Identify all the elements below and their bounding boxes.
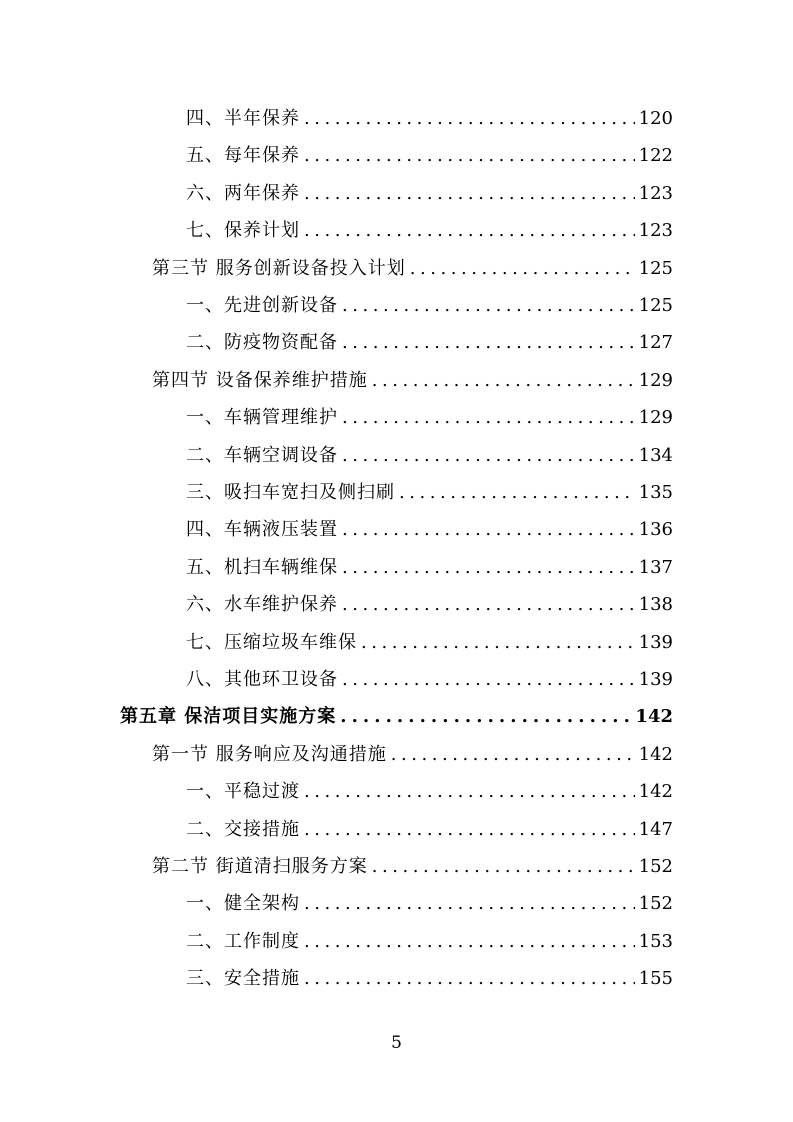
toc-entry-page: 152: [638, 856, 673, 877]
toc-entry-title: 一、车辆管理维护: [186, 407, 338, 429]
toc-dot-leader: [342, 291, 635, 321]
toc-entry-item[interactable]: [186, 104, 673, 134]
toc-dot-leader: [342, 328, 635, 358]
toc-entry-page: 134: [638, 444, 673, 466]
toc-entry-page: 152: [638, 893, 673, 915]
toc-dot-leader: [342, 441, 635, 471]
toc-entry-page: 122: [638, 145, 673, 167]
toc-dot-leader: [304, 815, 635, 845]
toc-entry-title: 第一节 服务响应及沟通措施: [152, 743, 387, 765]
toc-entry-item[interactable]: [186, 179, 673, 209]
toc-entry-page: 138: [638, 594, 673, 616]
toc-entry-title: 第三节 服务创新设备投入计划: [152, 257, 406, 279]
toc-dot-leader: [304, 964, 635, 994]
toc-entry-title: 第四节 设备保养维护措施: [152, 369, 368, 391]
toc-entry-page: 142: [635, 706, 673, 728]
toc-entry-item[interactable]: [186, 665, 673, 695]
toc-dot-leader: [304, 889, 635, 919]
toc-entry-page: 123: [638, 220, 673, 242]
toc-entry-item[interactable]: [186, 141, 673, 171]
toc-entry-title: 三、安全措施: [186, 968, 300, 990]
toc-entry-page: 120: [638, 108, 673, 129]
toc-dot-leader: [410, 254, 635, 284]
toc-dot-leader: [342, 665, 635, 695]
toc-entry-item[interactable]: [186, 964, 673, 994]
toc-entry-item[interactable]: [186, 927, 673, 957]
toc-entry-title: 八、其他环卫设备: [186, 669, 338, 690]
toc-entry-title: 四、半年保养: [186, 108, 300, 129]
toc-entry-title: 二、防疫物资配备: [186, 332, 338, 354]
toc-entry-page: 129: [638, 369, 673, 391]
toc-entry-page: 125: [638, 295, 673, 316]
toc-entry-item[interactable]: [186, 328, 673, 358]
toc-entry-item[interactable]: [186, 291, 673, 321]
toc-entry-title: 七、保养计划: [186, 220, 300, 242]
toc-entry-title: 一、先进创新设备: [186, 295, 338, 316]
toc-entry-page: 147: [638, 818, 673, 840]
toc-entry-item[interactable]: [186, 889, 673, 919]
toc-entry-title: 第二节 街道清扫服务方案: [152, 856, 368, 877]
toc-entry-item[interactable]: [186, 777, 673, 807]
toc-entry-item[interactable]: [186, 553, 673, 583]
toc-entry-section[interactable]: [152, 366, 673, 396]
toc-dot-leader: [342, 515, 635, 545]
toc-entry-item[interactable]: [186, 515, 673, 545]
toc-entry-page: 155: [638, 968, 673, 990]
toc-entry-page: 139: [638, 631, 673, 653]
toc-entry-page: 125: [638, 257, 673, 279]
toc-entry-page: 142: [638, 781, 673, 803]
toc-entry-page: 139: [638, 669, 673, 690]
toc-dot-leader: [342, 553, 635, 583]
toc-entry-page: 127: [638, 332, 673, 354]
page-number: 5: [391, 1033, 402, 1053]
toc-entry-item[interactable]: [186, 478, 673, 508]
toc-entry-page: 137: [638, 556, 673, 578]
toc-dot-leader: [304, 777, 635, 807]
toc-entry-section[interactable]: [152, 852, 673, 882]
toc-dot-leader: [340, 702, 631, 732]
toc-entry-title: 二、车辆空调设备: [186, 444, 338, 466]
toc-entry-title: 六、水车维护保养: [186, 594, 338, 616]
toc-entry-page: 123: [638, 182, 673, 204]
toc-entry-section[interactable]: [152, 254, 673, 284]
toc-entry-item[interactable]: [186, 590, 673, 620]
toc-entry-title: 四、车辆液压装置: [186, 519, 338, 541]
toc-dot-leader: [342, 590, 635, 620]
toc-entry-title: 一、健全架构: [186, 893, 300, 915]
toc-dot-leader: [304, 216, 635, 246]
toc-dot-leader: [372, 852, 635, 882]
toc-entry-item[interactable]: [186, 815, 673, 845]
toc-entry-item[interactable]: [186, 216, 673, 246]
toc-dot-leader: [342, 403, 635, 433]
toc-entry-title: 五、每年保养: [186, 145, 300, 167]
toc-dot-leader: [399, 478, 635, 508]
toc-entry-title: 五、机扫车辆维保: [186, 556, 338, 578]
toc-entry-title: 三、吸扫车宽扫及侧扫刷: [186, 482, 395, 503]
toc-dot-leader: [304, 927, 635, 957]
toc-entry-item[interactable]: [186, 441, 673, 471]
toc-dot-leader: [391, 740, 635, 770]
toc-dot-leader: [361, 628, 635, 658]
toc-entry-page: 136: [638, 519, 673, 541]
toc-entry-title: 二、工作制度: [186, 930, 300, 952]
toc-entry-page: 153: [638, 930, 673, 952]
toc-entry-title: 二、交接措施: [186, 818, 300, 840]
toc-entry-title: 七、压缩垃圾车维保: [186, 631, 357, 653]
toc-entry-page: 142: [638, 743, 673, 765]
toc-dot-leader: [304, 141, 635, 171]
toc-entry-title: 第五章 保洁项目实施方案: [120, 706, 337, 728]
toc-entry-page: 129: [638, 407, 673, 429]
toc-entry-page: 135: [638, 482, 673, 503]
toc-entry-title: 六、两年保养: [186, 182, 300, 204]
toc-entry-section[interactable]: [152, 740, 673, 770]
toc-entry-item[interactable]: [186, 628, 673, 658]
toc-dot-leader: [304, 179, 635, 209]
toc-dot-leader: [304, 104, 635, 134]
toc-dot-leader: [372, 366, 635, 396]
toc-entry-title: 一、平稳过渡: [186, 781, 300, 803]
toc-entry-item[interactable]: [186, 403, 673, 433]
toc-entry-chapter[interactable]: [120, 702, 673, 732]
